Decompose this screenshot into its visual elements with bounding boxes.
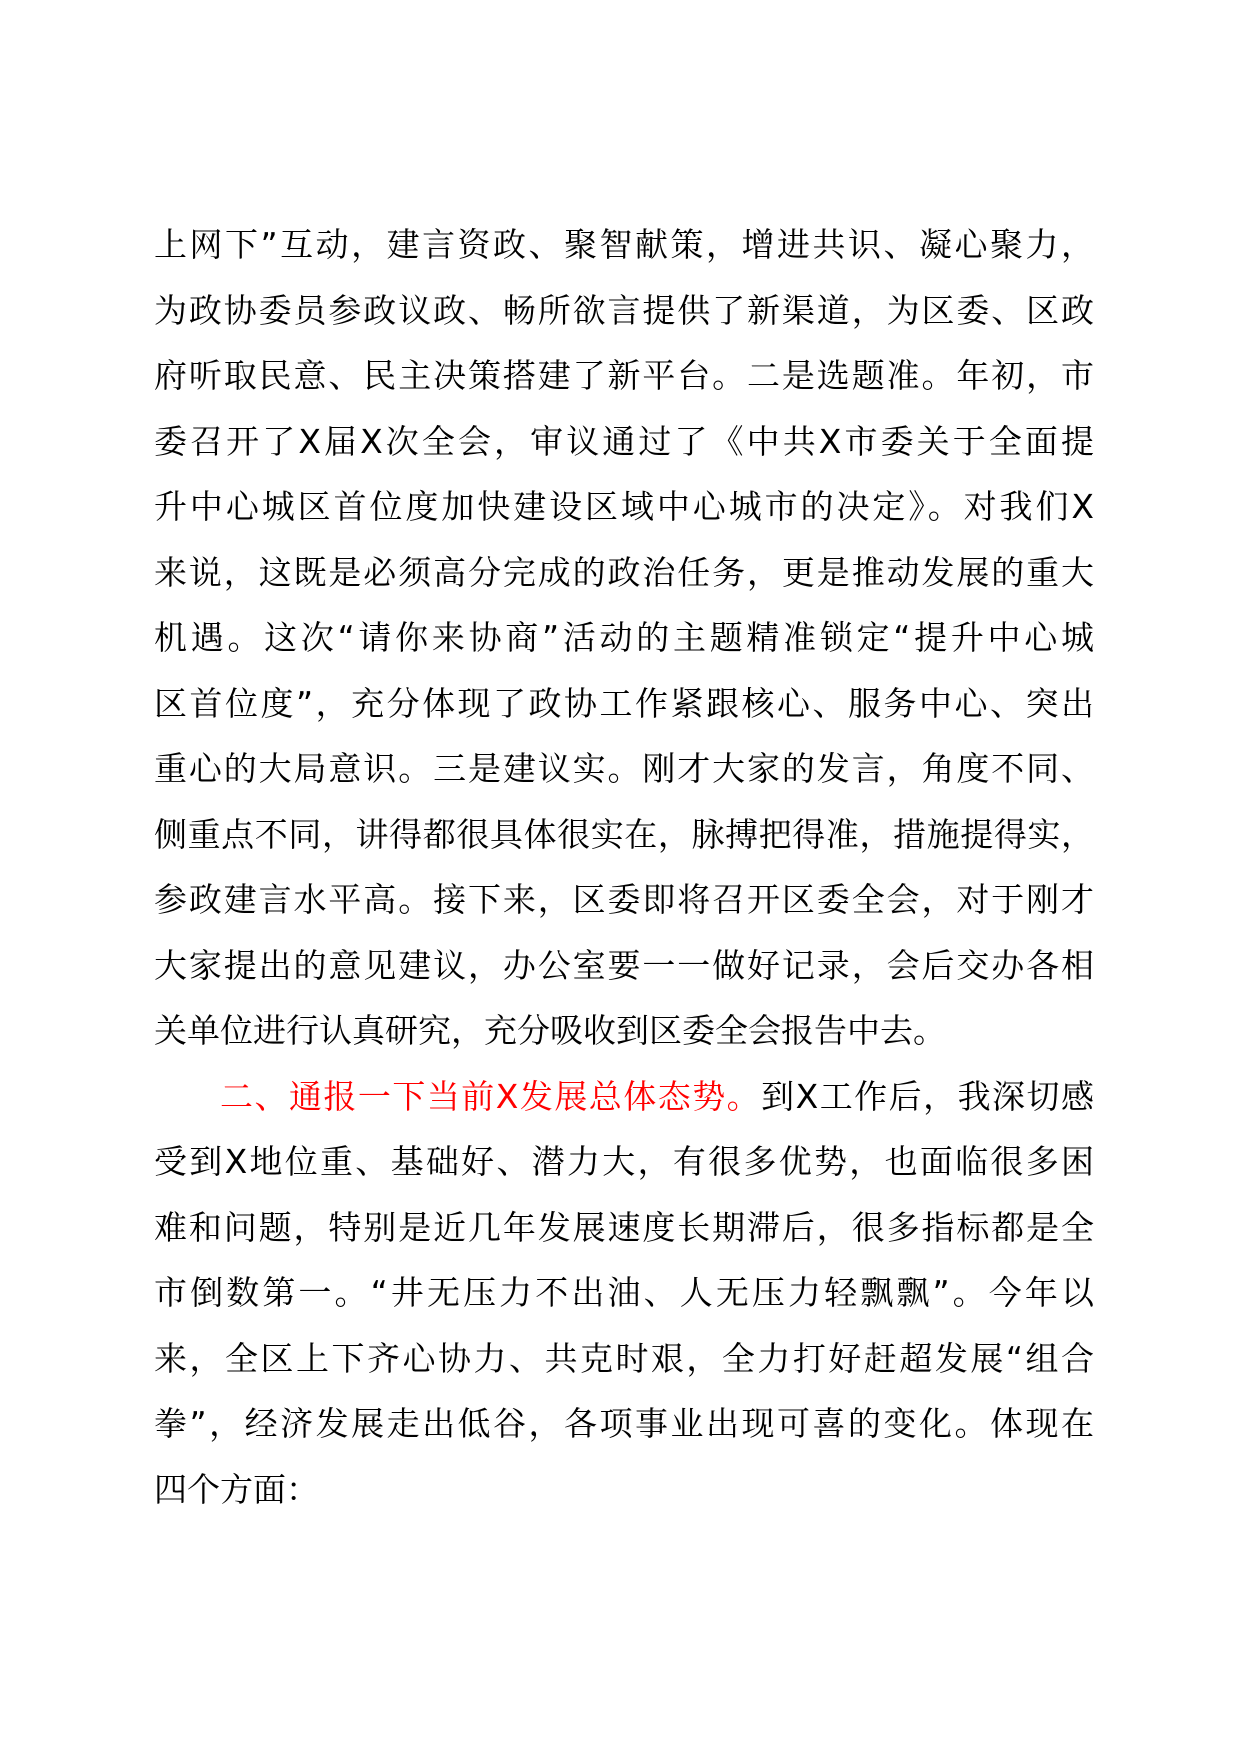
paragraph-1 [154,212,1094,1064]
text-line: 为政协委员参政议政、畅所欲言提供了新渠道，为区委、区政 [154,290,1094,330]
text-line: 受到X地位重、基础好、潜力大，有很多优势，也面临很多困 [154,1142,1094,1181]
text-line: 委召开了X届X次全会，审议通过了《中共X市委关于全面提 [154,421,1094,461]
text-line: 上网下”互动，建言资政、聚智献策，增进共识、凝心聚力， [154,225,1094,264]
text-line: 府听取民意、民主决策搭建了新平台。二是选题准。年初，市 [154,356,1094,395]
text-line: 来说，这既是必须高分完成的政治任务，更是推动发展的重大 [154,552,1094,592]
text-line: 区首位度”，充分体现了政协工作紧跟核心、服务中心、突出 [154,683,1094,723]
text-line: 关单位进行认真研究，充分吸收到区委全会报告中去。 [154,1011,946,1050]
text-line: 拳”，经济发展走出低谷，各项事业出现可喜的变化。体现在 [154,1404,1094,1443]
text-line: 侧重点不同，讲得都很具体很实在，脉搏把得准，措施提得实， [154,814,1094,854]
section-heading: 二、通报一下当前X发展总体态势。 [220,1076,762,1116]
document-body [154,212,1094,1522]
text-line: 四个方面： [154,1469,319,1509]
text-line: 难和问题，特别是近几年发展速度长期滞后，很多指标都是全 [154,1207,1094,1247]
text-line: 升中心城区首位度加快建设区域中心城市的决定》。对我们X [154,487,1094,526]
text-line: 来，全区上下齐心协力、共克时艰，全力打好赶超发展“组合 [154,1338,1094,1378]
paragraph-2-first-line [154,1064,1094,1130]
text-line: 大家提出的意见建议，办公室要一一做好记录，会后交办各相 [154,945,1094,985]
text-line: 机遇。这次“请你来协商”活动的主题精准锁定“提升中心城 [154,618,1094,657]
text-line: 重心的大局意识。三是建议实。刚才大家的发言，角度不同、 [154,749,1094,788]
text-line: 参政建言水平高。接下来，区委即将召开区委全会，对于刚才 [154,880,1094,919]
paragraph-2 [154,1064,1094,1523]
text-fragment: 到X工作后，我深切感 [761,1076,1095,1116]
text-line: 市倒数第一。“井无压力不出油、人无压力轻飘飘”。今年以 [154,1273,1094,1312]
